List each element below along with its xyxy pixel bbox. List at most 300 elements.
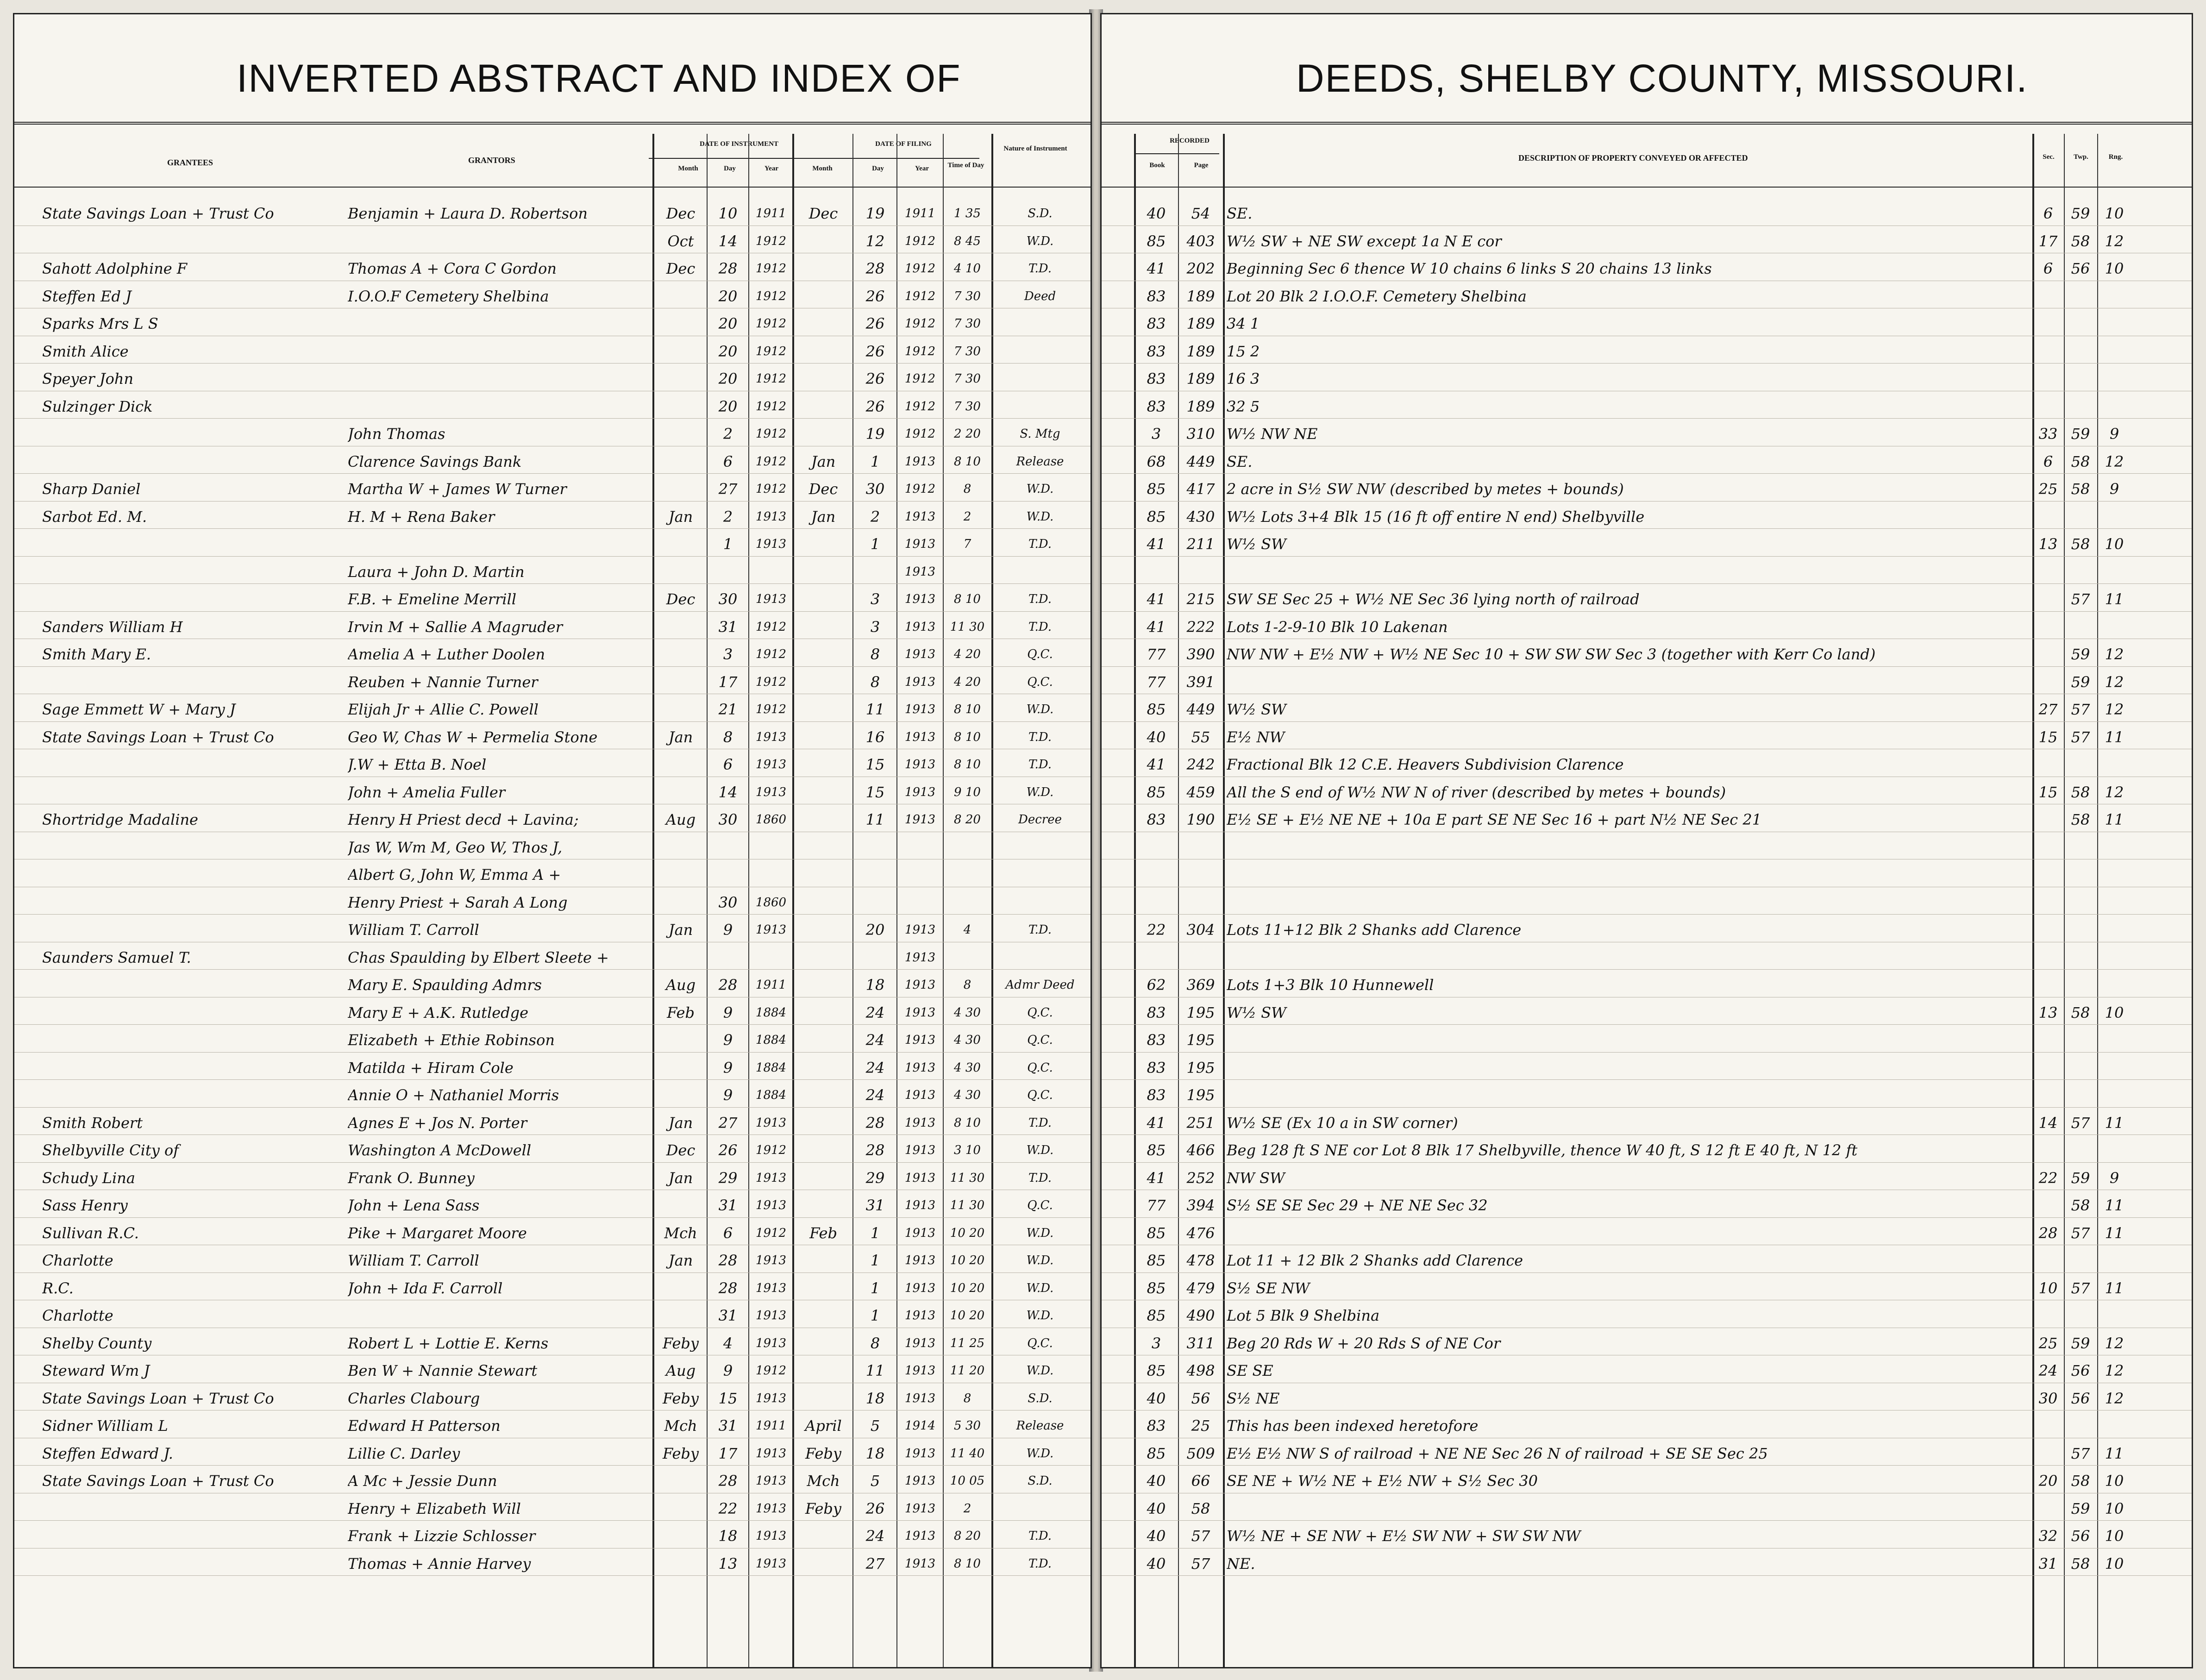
cell-n: W.D. [1026,482,1054,496]
cell-sec: 24 [2038,1362,2058,1379]
cell-book: 40 [1147,1472,1166,1490]
cell-twp: 58 [2071,1197,2090,1214]
cell-d2: 16 [865,728,885,746]
row-rule [1102,1024,2192,1025]
cell-desc: Lots 1-2-9-10 Blk 10 Lakenan [1227,618,1448,636]
cell-page: 394 [1186,1197,1215,1214]
row-rule [1102,1052,2192,1053]
cell-y1: 1913 [755,1281,787,1295]
row-rule [1102,1079,2192,1080]
cell-d2: 20 [865,921,885,939]
cell-t: 7 30 [954,399,981,414]
cell-d1: 21 [718,701,738,718]
cell-n: T.D. [1028,730,1052,744]
cell-grantee: State Savings Loan + Trust Co [42,1472,274,1490]
cell-d2: 18 [865,1389,885,1407]
col-rule [991,134,993,1667]
cell-book: 3 [1151,425,1161,443]
cell-d2: 19 [865,205,885,222]
cell-y2: 1912 [904,482,936,496]
cell-n: T.D. [1028,537,1052,551]
cell-desc: SE NE + W½ NE + E½ NW + S½ Sec 30 [1227,1472,1538,1490]
cell-grantee: Charlotte [42,1307,113,1324]
cell-t: 7 [963,537,971,551]
cell-page: 189 [1186,315,1215,332]
cell-y2: 1914 [904,1419,936,1433]
cell-rng: 10 [2105,1472,2124,1490]
header-year-1: Year [765,165,778,172]
cell-y2: 1913 [904,675,936,689]
cell-sec: 20 [2038,1472,2058,1490]
cell-sec: 28 [2038,1224,2058,1242]
cell-page: 449 [1186,452,1215,470]
cell-n: Deed [1024,289,1056,303]
cell-rng: 9 [2109,425,2119,443]
cell-page: 189 [1186,287,1215,305]
cell-y2: 1913 [904,1364,936,1378]
cell-d2: 30 [865,480,885,498]
row-rule [14,1079,1090,1080]
cell-d2: 26 [865,370,885,388]
cell-book: 85 [1147,1307,1166,1324]
cell-book: 85 [1147,480,1166,498]
header-sec: Sec. [2043,153,2055,161]
cell-grantor: Elizabeth + Ethie Robinson [348,1031,555,1049]
cell-book: 83 [1147,287,1166,305]
row-rule [1102,1162,2192,1163]
cell-n: W.D. [1026,785,1054,799]
cell-n: W.D. [1026,509,1054,524]
cell-d1: 30 [718,893,738,911]
cell-desc: E½ NW [1227,728,1285,746]
cell-sec: 27 [2038,701,2058,718]
cell-page: 56 [1191,1389,1210,1407]
cell-y1: 1913 [755,1116,787,1130]
cell-page: 391 [1186,673,1215,691]
cell-grantee: Smith Alice [42,342,129,360]
cell-sec: 13 [2038,535,2058,553]
row-rule [14,473,1090,474]
cell-d1: 18 [718,1527,738,1545]
cell-y1: 1912 [755,399,787,414]
cell-desc: This has been indexed heretofore [1227,1417,1479,1435]
cell-t: 11 25 [950,1336,985,1350]
cell-n: Decree [1018,813,1062,827]
header-book: Book [1149,162,1165,169]
cell-y2: 1912 [904,427,936,441]
header-month-1: Month [678,165,698,172]
cell-t: 7 30 [954,317,981,331]
cell-page: 251 [1186,1114,1215,1132]
row-rule [14,556,1090,557]
cell-book: 85 [1147,1362,1166,1379]
row-rule [1102,611,2192,612]
cell-book: 83 [1147,342,1166,360]
cell-t: 10 05 [950,1474,985,1488]
cell-y1: 1884 [755,1088,787,1102]
cell-sec: 14 [2038,1114,2058,1132]
cell-book: 40 [1147,205,1166,222]
cell-rng: 9 [2109,480,2119,498]
cell-t: 8 10 [954,1556,981,1571]
cell-t: 4 [963,923,971,937]
cell-page: 369 [1186,976,1215,994]
cell-n: T.D. [1028,1116,1052,1130]
cell-n: Q.C. [1027,1060,1053,1075]
cell-grantee: Sparks Mrs L S [42,315,158,332]
cell-desc: E½ SE + E½ NE NE + 10a E part SE NE Sec 16 + part N½ NE Sec 21 [1227,811,1762,828]
cell-desc: NW SW [1227,1169,1285,1187]
cell-y1: 1912 [755,344,787,358]
cell-m1: Feb [667,1003,695,1022]
cell-m1: Feby [663,1334,699,1352]
cell-grantee: Steward Wm J [42,1362,150,1379]
cell-grantor: J.W + Etta B. Noel [348,756,487,773]
row-rule [1102,528,2192,529]
cell-d2: 12 [865,232,885,250]
cell-desc: 15 2 [1227,342,1260,360]
cell-y2: 1913 [904,1060,936,1075]
cell-sec: 6 [2043,205,2053,222]
cell-n: Q.C. [1027,1005,1053,1020]
cell-grantor: Amelia A + Luther Doolen [348,646,545,663]
cell-n: S.D. [1028,1391,1053,1405]
cell-t: 11 30 [950,1198,985,1212]
cell-y2: 1913 [904,592,936,606]
row-rule [1102,969,2192,970]
cell-m2: Feby [805,1499,841,1517]
cell-y2: 1913 [904,537,936,551]
cell-sec: 31 [2038,1555,2058,1573]
cell-grantor: Frank + Lizzie Schlosser [348,1527,536,1545]
cell-t: 8 [963,1391,971,1405]
cell-d1: 22 [718,1499,738,1517]
cell-t: 9 10 [954,785,981,799]
cell-page: 54 [1191,205,1210,222]
cell-y2: 1913 [904,1226,936,1240]
cell-desc: Fractional Blk 12 C.E. Heavers Subdivision Clarence [1227,756,1624,773]
top-rule [1102,122,2192,125]
cell-t: 8 20 [954,813,981,827]
cell-grantor: Ben W + Nannie Stewart [348,1362,538,1379]
cell-y1: 1913 [755,1474,787,1488]
cell-book: 85 [1147,701,1166,718]
cell-m1: Jan [668,921,693,939]
cell-n: T.D. [1028,758,1052,771]
cell-page: 189 [1186,370,1215,388]
cell-d1: 4 [723,1334,733,1352]
cell-d1: 9 [723,1031,733,1049]
cell-page: 189 [1186,342,1215,360]
cell-t: 8 10 [954,758,981,771]
cell-y2: 1912 [904,262,936,276]
cell-grantor: Elijah Jr + Allie C. Powell [348,701,539,718]
cell-n: S.D. [1028,1474,1053,1488]
cell-page: 417 [1186,480,1215,498]
cell-y1: 1913 [755,1336,787,1350]
cell-n: Q.C. [1027,1088,1053,1102]
cell-d1: 31 [718,1417,738,1435]
cell-desc: W½ SW [1227,535,1286,553]
row-rule [14,583,1090,584]
cell-grantor: Lillie C. Darley [348,1444,460,1462]
cell-grantee: Smith Mary E. [42,646,151,663]
cell-y1: 1884 [755,1060,787,1075]
cell-book: 41 [1147,590,1166,608]
cell-book: 85 [1147,1279,1166,1297]
cell-page: 449 [1186,701,1215,718]
cell-d1: 27 [718,480,738,498]
cell-sec: 17 [2038,232,2058,250]
cell-page: 25 [1191,1417,1210,1435]
cell-book: 41 [1147,1169,1166,1187]
header-twp: Twp. [2074,153,2088,161]
row-rule [14,528,1090,529]
row-rule [14,914,1090,915]
cell-d1: 9 [723,1086,733,1104]
col-rule [852,134,853,1667]
cell-book: 3 [1151,1334,1161,1352]
cell-rng: 11 [2105,1279,2124,1297]
cell-grantor: Albert G, John W, Emma A + [348,866,561,884]
row-rule [1102,721,2192,722]
cell-grantee: Steffen Ed J [42,287,132,305]
cell-y1: 1912 [755,1364,787,1378]
col-rule [1134,134,1136,1667]
cell-grantor: I.O.O.F Cemetery Shelbina [348,287,549,305]
cell-grantor: Annie O + Nathaniel Morris [348,1086,559,1104]
col-rule [1223,134,1225,1667]
cell-y2: 1913 [904,1474,936,1488]
cell-twp: 59 [2071,205,2090,222]
cell-grantor: Henry + Elizabeth Will [348,1499,521,1517]
cell-d1: 13 [718,1555,738,1573]
cell-d1: 28 [718,976,738,994]
row-rule [1102,418,2192,419]
cell-y1: 1912 [755,289,787,303]
col-rule [748,134,749,1667]
cell-t: 4 20 [954,675,981,689]
cell-y2: 1913 [904,1254,936,1267]
cell-d2: 26 [865,342,885,360]
row-rule [14,418,1090,419]
row-rule [1102,1465,2192,1466]
cell-d1: 9 [723,1003,733,1022]
cell-d2: 8 [870,1334,880,1352]
cell-n: W.D. [1026,1254,1054,1267]
cell-d2: 1 [870,535,880,553]
cell-sec: 22 [2038,1169,2058,1187]
cell-grantee: Sullivan R.C. [42,1224,139,1242]
cell-page: 195 [1186,1031,1215,1049]
cell-t: 7 30 [954,344,981,358]
cell-rng: 12 [2105,1334,2124,1352]
cell-page: 311 [1186,1334,1215,1352]
cell-d2: 8 [870,673,880,691]
cell-d2: 3 [870,590,880,608]
cell-d2: 1 [870,1279,880,1297]
col-rule [792,134,794,1667]
header-bottom-rule [14,187,1090,188]
cell-d2: 5 [870,1417,880,1435]
cell-rng: 12 [2105,646,2124,663]
cell-y1: 1913 [755,923,787,937]
cell-y1: 1913 [755,758,787,771]
row-rule [14,1162,1090,1163]
cell-y2: 1913 [904,1391,936,1405]
cell-grantor: H. M + Rena Baker [348,508,495,526]
cell-m1: Dec [666,260,696,277]
cell-book: 83 [1147,1031,1166,1049]
cell-y1: 1912 [755,317,787,331]
cell-twp: 59 [2071,1334,2090,1352]
cell-m2: Feb [809,1224,837,1242]
cell-y1: 1911 [755,1419,787,1433]
cell-d2: 18 [865,976,885,994]
cell-y2: 1912 [904,317,936,331]
cell-t: 10 20 [950,1254,985,1267]
cell-y1: 1912 [755,675,787,689]
cell-grantor: Thomas + Annie Harvey [348,1555,531,1573]
cell-y2: 1912 [904,372,936,386]
cell-page: 202 [1186,260,1215,277]
cell-book: 83 [1147,370,1166,388]
cell-y1: 1911 [755,207,787,220]
cell-twp: 56 [2071,1527,2090,1545]
cell-desc: W½ SW [1227,701,1286,718]
cell-n: T.D. [1028,262,1052,276]
cell-y2: 1913 [904,1005,936,1020]
cell-book: 41 [1147,756,1166,773]
cell-y2: 1913 [904,923,936,937]
cell-n: W.D. [1026,1143,1054,1157]
cell-desc: Beg 128 ft S NE cor Lot 8 Blk 17 Shelbyville, thence W 40 ft, S 12 ft E 40 ft, N 12 ft [1227,1141,1858,1159]
cell-d2: 11 [865,1362,885,1379]
cell-rng: 12 [2105,452,2124,470]
cell-rng: 12 [2105,232,2124,250]
cell-d1: 2 [723,508,733,526]
cell-sec: 25 [2038,480,2058,498]
cell-d1: 3 [723,646,733,663]
cell-d1: 31 [718,1197,738,1214]
cell-page: 252 [1186,1169,1215,1187]
cell-t: 10 20 [950,1226,985,1240]
left-page-title: INVERTED ABSTRACT AND INDEX OF [237,56,961,100]
cell-page: 459 [1186,783,1215,801]
cell-n: Admr Deed [1005,978,1075,992]
cell-y2: 1913 [904,564,936,579]
cell-grantor: Irvin M + Sallie A Magruder [348,618,563,636]
cell-d2: 15 [865,783,885,801]
cell-y2: 1913 [904,1198,936,1212]
cell-t: 8 20 [954,1529,981,1543]
cell-y1: 1913 [755,785,787,799]
cell-grantor: Laura + John D. Martin [348,563,525,581]
cell-twp: 59 [2071,646,2090,663]
cell-d1: 26 [718,1141,738,1159]
cell-grantee: Saunders Samuel T. [42,948,191,966]
cell-grantee: Charlotte [42,1252,113,1269]
cell-twp: 58 [2071,480,2090,498]
cell-t: 11 40 [950,1446,985,1461]
cell-page: 66 [1191,1472,1210,1490]
cell-d2: 5 [870,1472,880,1490]
cell-d1: 9 [723,921,733,939]
cell-book: 40 [1147,1527,1166,1545]
cell-y2: 1912 [904,289,936,303]
cell-d1: 29 [718,1169,738,1187]
cell-grantor: A Mc + Jessie Dunn [348,1472,497,1490]
cell-y1: 1860 [755,895,787,909]
cell-page: 195 [1186,1059,1215,1077]
cell-m1: Mch [664,1224,697,1242]
cell-book: 40 [1147,728,1166,746]
cell-y1: 1860 [755,813,787,827]
cell-y2: 1913 [904,758,936,771]
cell-grantee: R.C. [42,1279,74,1297]
cell-rng: 10 [2105,1527,2124,1545]
cell-m1: Jan [668,1114,693,1132]
cell-d2: 8 [870,646,880,663]
cell-book: 83 [1147,1417,1166,1435]
cell-book: 85 [1147,1141,1166,1159]
cell-page: 190 [1186,811,1215,828]
cell-n: W.D. [1026,1446,1054,1461]
cell-d1: 28 [718,1472,738,1490]
cell-desc: W½ SE (Ex 10 a in SW corner) [1227,1114,1458,1132]
cell-rng: 11 [2105,1114,2124,1132]
cell-book: 83 [1147,811,1166,828]
cell-desc: W½ Lots 3+4 Blk 15 (16 ft off entire N end) Shelbyville [1227,508,1645,526]
cell-twp: 58 [2071,452,2090,470]
cell-n: Q.C. [1027,1336,1053,1350]
cell-n: W.D. [1026,1281,1054,1295]
cell-d2: 19 [865,425,885,443]
cell-t: 7 30 [954,289,981,303]
cell-y1: 1911 [755,978,787,992]
cell-rng: 12 [2105,1389,2124,1407]
cell-book: 83 [1147,1086,1166,1104]
cell-grantee: Shortridge Madaline [42,811,198,828]
cell-d2: 24 [865,1003,885,1022]
cell-m1: Jan [668,508,693,526]
cell-desc: 32 5 [1227,397,1260,415]
cell-twp: 57 [2071,1279,2090,1297]
cell-d2: 29 [865,1169,885,1187]
header-recorded: RECORDED [1170,137,1210,144]
row-rule [14,721,1090,722]
cell-d2: 11 [865,701,885,718]
cell-y2: 1913 [904,1529,936,1543]
cell-twp: 59 [2071,1499,2090,1517]
cell-t: 1 35 [954,207,981,220]
cell-grantor: Henry Priest + Sarah A Long [348,893,568,911]
cell-d1: 27 [718,1114,738,1132]
cell-m1: Jan [668,1169,693,1187]
cell-page: 189 [1186,397,1215,415]
cell-y2: 1913 [904,1143,936,1157]
cell-sec: 30 [2038,1389,2058,1407]
cell-n: Q.C. [1027,647,1053,661]
row-rule [14,1575,1090,1576]
cell-grantee: Shelby County [42,1334,152,1352]
cell-grantor: Agnes E + Jos N. Porter [348,1114,527,1132]
cell-d1: 6 [723,756,733,773]
cell-page: 195 [1186,1086,1215,1104]
cell-d1: 2 [723,425,733,443]
date-sub-rule [649,158,979,159]
cell-d1: 1 [723,535,733,553]
